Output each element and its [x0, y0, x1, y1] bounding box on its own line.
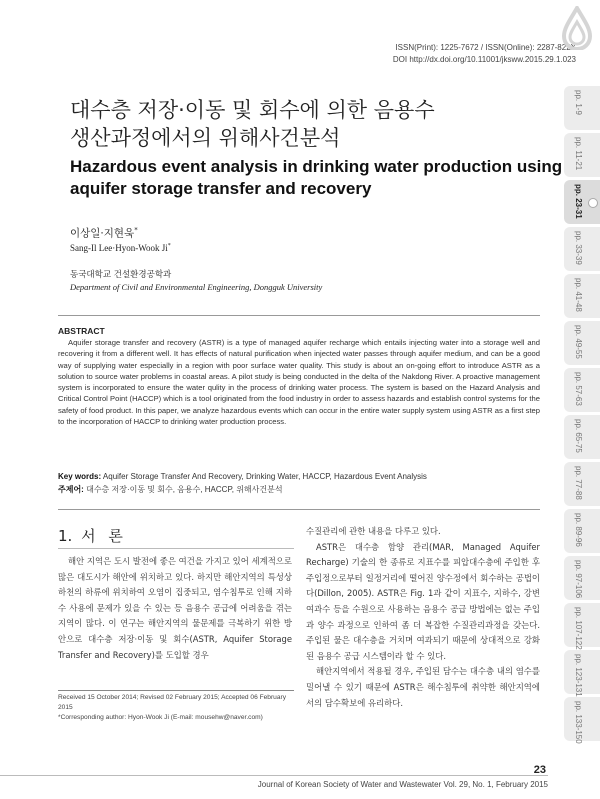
page-range-tab[interactable]: [564, 321, 600, 365]
page-range-tab[interactable]: [564, 650, 600, 697]
korean-title-line-2: 생산과정에서의 위해사건분석: [70, 126, 341, 150]
top-divider: [58, 315, 540, 316]
section-title: 서 론: [81, 527, 127, 545]
authors: [70, 224, 171, 254]
left-column: [58, 554, 292, 663]
page-range-tab[interactable]: [564, 603, 600, 650]
english-title: [70, 156, 562, 200]
page-range-tab-label: pp. 33-39: [574, 231, 583, 265]
page-range-tab-label: pp. 57-63: [574, 372, 583, 406]
english-title-line-2: aquifer storage transfer and recovery: [70, 179, 372, 198]
korean-title-line-1: 대수층 저장·이동 및 회수에 의한 음용수: [70, 98, 435, 122]
paragraph: ASTR은 대수층 함양 관리(MAR, Managed Aquifer Recharge) 기술의 한 종류로 지표수를 피압대수층에 주입한 후 주입정으로부터 일정거리에 떨어진 양수정에서 회수하는 공법이다(Dillon, 2005). ASTR은 Fig. 1과 같이 지표수, 지하수, 강변여과수 등을 수원으로 사용하는 음용수 공급 방법에는 없는 주입과 양수 과정으로 인하여 좀 더 복잡한 수질관리과정을 갖는다. 주입된 물은 대수층을 거치며 여과되기 때문에 상대적으로 강화된 음용수 공급 시스템이라 할 수 있다.: [306, 541, 540, 661]
page-range-tab-label: pp. 23-31: [574, 184, 583, 219]
keywords-value: Aquifer Storage Transfer And Recovery, Drinking Water, HACCP, Hazardous Event Analysis: [102, 472, 427, 481]
corresponding-mark-en: *: [167, 242, 171, 249]
page-range-tab-label: pp. 107-122: [574, 607, 583, 650]
page-range-tab-label: pp. 97-106: [574, 560, 583, 599]
keywords-english: [58, 471, 540, 482]
corresponding-mark: *: [134, 226, 138, 234]
page-range-tab[interactable]: [564, 697, 600, 744]
page-range-tab-label: pp. 77-88: [574, 466, 583, 500]
authors-korean: 이상일·지현욱: [70, 227, 135, 240]
right-column: [306, 524, 540, 711]
page-range-tab-label: pp. 133-150: [574, 701, 583, 744]
page-range-tab-label: pp. 11-21: [574, 137, 583, 171]
section-number: 1.: [58, 527, 73, 545]
page-range-tab-label: pp. 123-131: [574, 654, 583, 697]
received-dates: Received 15 October 2014; Revised 02 February 2015; Accepted 06 February 2015: [58, 694, 286, 711]
page-number: 23: [533, 764, 546, 776]
page-range-tab[interactable]: [564, 180, 600, 224]
page-range-tab[interactable]: [564, 133, 600, 177]
page-range-tab-label: pp. 41-48: [574, 278, 583, 312]
page-range-tab-label: pp. 89-96: [574, 513, 583, 547]
page-range-tab[interactable]: [564, 556, 600, 600]
abstract-divider: [58, 509, 540, 510]
english-title-line-1: Hazardous event analysis in drinking water production using: [70, 157, 563, 176]
keywords-ko-value: 대수층 저장·이동 및 회수, 음용수, HACCP, 위해사건분석: [86, 485, 283, 494]
footer-rule: [0, 775, 548, 776]
page-range-tab[interactable]: [564, 368, 600, 412]
paragraph: 수질관리에 관한 내용을 다루고 있다.: [306, 526, 441, 536]
section-underline: [58, 548, 294, 549]
issn-line: ISSN(Print): 1225-7672 / ISSN(Online): 2287-822X: [395, 43, 576, 52]
abstract-body: Aquifer storage transfer and recovery (ASTR) is a type of managed aquifer recharge which entails injecting water into a storage well and recovering it from a different well. It has effects of natural purification when injected water passes through aquifer medium, and can be a good way of supplying water especially in a region with poor surface water quality. This study is about an on-going effort to introduce ASTR as a solution to source water problems in coastal areas. A pilot study is being conducted in the delta of the Nakdong River. A proactive management system is incorporated to ensure the water qulity in the process of drinking water process. The system is based on the Hazard Analysis and Critical Control Point (HACCP) which is a tool originated from the food industry in order to assess hazards and establish control systems for the safety of food product. In this paper, we analyze hazardous events which can occur in the entire water supply system using ASTR as a first step to the incorporation of HACCP to drinking water production process.: [58, 338, 540, 427]
korean-title: [70, 96, 435, 152]
paragraph: 해안지역에서 적용될 경우, 주입된 담수는 대수층 내의 염수를 밀어낼 수 있기 때문에 ASTR은 해수침투에 취약한 해안지역에서의 담수확보에 유리하다.: [306, 666, 540, 708]
keywords-korean: [58, 484, 540, 495]
keywords-label: Key words:: [58, 472, 102, 481]
affiliation: [70, 269, 322, 293]
affiliation-english: Department of Civil and Environmental Engineering, Dongguk University: [70, 282, 323, 292]
page-range-tab[interactable]: [564, 274, 600, 318]
page-range-tab-label: pp. 1-9: [574, 90, 583, 115]
doi-line: DOI http://dx.doi.org/10.11001/jksww.2015.29.1.023: [392, 55, 576, 64]
page-range-tab[interactable]: [564, 509, 600, 553]
paragraph: 해안 지역은 도시 발전에 좋은 여건을 가지고 있어 세계적으로 많은 대도시가 해안에 위치하고 있다. 하지만 해안지역의 특성상 하천의 하류에 위치하여 오염이 집중되고, 염수침투로 인해 지하수 사용에 문제가 있을 수 있는 등 음용수 공급에 어려움을 겪는 지역이 많다. 이 연구는 해안지역의 물문제를 극복하기 위한 방안으로 대수층 저장·이동 및 회수(ASTR, Aquifer Storage Transfer and Recovery)를 도입할 경우: [58, 556, 292, 660]
page-range-tab[interactable]: [564, 415, 600, 459]
water-drop-logo-icon: [560, 6, 594, 50]
page-range-tab[interactable]: [564, 227, 600, 271]
page-range-tab[interactable]: [564, 462, 600, 506]
page-range-tab-label: pp. 65-75: [574, 419, 583, 453]
corresponding-author: *Corresponding author: Hyon-Wook Ji (E-mail: mousehw@naver.com): [58, 714, 263, 721]
affiliation-korean: 동국대학교 건설환경공학과: [70, 270, 172, 280]
authors-english: Sang-Il Lee·Hyon-Wook Ji: [70, 242, 168, 253]
journal-citation: Journal of Korean Society of Water and Wastewater Vol. 29, No. 1, February 2015: [257, 780, 548, 789]
page-range-tab-label: pp. 49-55: [574, 325, 583, 359]
keywords-ko-label: 주제어:: [58, 485, 84, 494]
abstract-heading: ABSTRACT: [58, 326, 105, 336]
active-tab-marker-icon: [588, 198, 598, 208]
page-range-tab[interactable]: [564, 86, 600, 130]
footnote-divider: [58, 690, 294, 691]
section-heading: [58, 525, 127, 546]
footnote: [58, 693, 294, 723]
